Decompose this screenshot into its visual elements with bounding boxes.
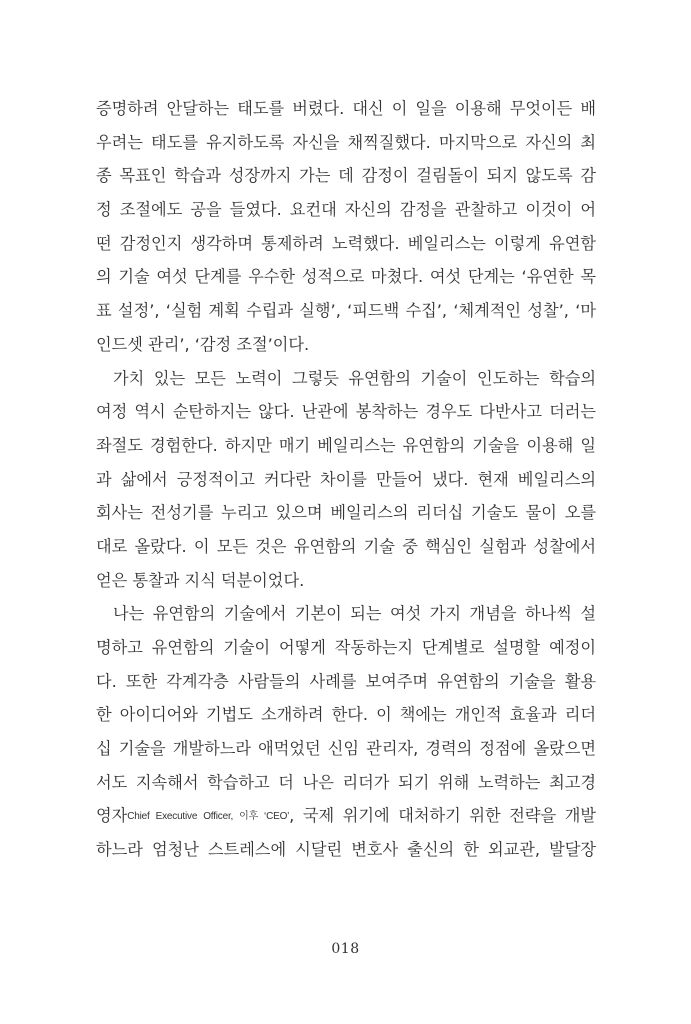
text-line: 여정 역시 순탄하지는 않다. 난관에 봉착하는 경우도 다반사고 더러는: [96, 402, 596, 422]
text-line: 과 삶에서 긍정적이고 커다란 차이를 만들어 냈다. 현재 베일리스의: [96, 469, 596, 489]
text-line: 나는 유연함의 기술에서 기본이 되는 여섯 가지 개념을 하나씩 설: [113, 604, 596, 624]
text-line: 의 기술 여섯 단계를 우수한 성적으로 마쳤다. 여섯 단계는 ‘유연한 목: [96, 267, 596, 287]
text-line: 대로 올랐다. 이 모든 것은 유연함의 기술 중 핵심인 실험과 성찰에서: [96, 536, 596, 556]
text-line: 종 목표인 학습과 성장까지 가는 데 감정이 걸림돌이 되지 않도록 감: [96, 166, 596, 186]
text-line: 가치 있는 모든 노력이 그렇듯 유연함의 기술이 인도하는 학습의: [113, 368, 596, 388]
text-line: 인드셋 관리’, ‘감정 조절’이다.: [96, 334, 310, 354]
text-line: 우려는 태도를 유지하도록 자신을 채찍질했다. 마지막으로 자신의 최: [96, 132, 596, 152]
text-line: 명하고 유연함의 기술이 어떻게 작동하는지 단계별로 설명할 예정이: [96, 638, 596, 657]
text-line: 얻은 통찰과 지식 덕분이었다.: [96, 570, 305, 590]
text-segment: 영자: [96, 806, 128, 826]
text-line: 한 아이디어와 기법도 소개하려 한다. 이 책에는 개인적 효율과 리더: [96, 705, 596, 725]
ceo-annotation: Chief Executive Officer, 이후 ‘CEO’: [127, 811, 290, 823]
text-line: 하느라 엄청난 스트레스에 시달린 변호사 출신의 한 외교관, 발달장: [96, 840, 596, 860]
text-line: 십 기술을 개발하느라 애먹었던 신임 관리자, 경력의 정점에 올랐으면: [96, 739, 596, 759]
text-line: 정 조절에도 공을 들였다. 요컨대 자신의 감정을 관찰하고 이것이 어: [96, 200, 596, 220]
text-line: 좌절도 경험한다. 하지만 매기 베일리스는 유연함의 기술을 이용해 일: [96, 435, 596, 455]
text-line: 다. 또한 각계각층 사람들의 사례를 보여주며 유연함의 기술을 활용: [96, 671, 596, 691]
text-line: 떤 감정인지 생각하며 통제하려 노력했다. 베일리스는 이렇게 유연함: [96, 233, 596, 253]
text-line: 회사는 전성기를 누리고 있으며 베일리스의 리더십 기술도 물이 오를: [96, 503, 596, 523]
text-segment: , 국제 위기에 대처하기 위한 전략을 개발: [289, 806, 596, 826]
text-line: 증명하려 안달하는 태도를 버렸다. 대신 이 일을 이용해 무엇이든 배: [96, 99, 596, 118]
text-line-ceo: [96, 799, 596, 833]
page-number: 018: [331, 941, 360, 957]
text-line: 표 설정’, ‘실험 계획 수립과 실행’, ‘피드백 수집’, ‘체계적인 성찰’, ‘마: [96, 301, 596, 321]
body-text: [96, 92, 596, 867]
text-line: 서도 지속해서 학습하고 더 나은 리더가 되기 위해 노력하는 최고경: [96, 772, 596, 792]
